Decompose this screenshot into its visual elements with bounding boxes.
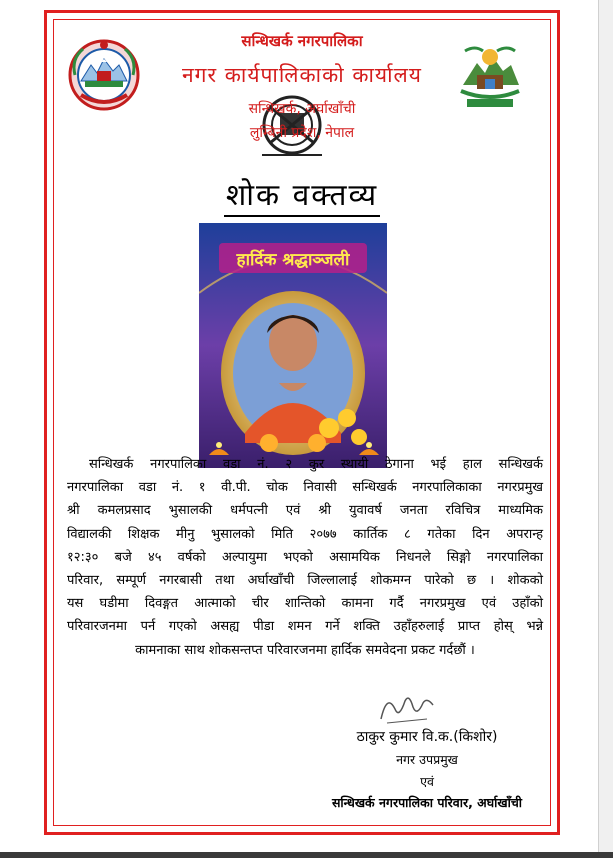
condolence-message [67, 453, 543, 662]
signatory-family: सन्धिखर्क नगरपालिका परिवार, अर्घाखाँची [331, 795, 522, 810]
window-scrollbar-edge [598, 0, 613, 858]
signatory-position: नगर उपप्रमुख [396, 752, 458, 767]
handwritten-signature [377, 689, 437, 729]
province-country: लुम्बिनी प्रदेश, नेपाल [249, 125, 355, 141]
message-line: १२:३० बजे ४५ वर्षको अल्पायुमा भएको असामयिक निधनले सिङ्गो नगरपालिका [67, 549, 543, 565]
banner-text: हार्दिक श्रद्धाञ्जली [236, 250, 350, 270]
office-name: नगर कार्यपालिकाको कार्यालय [182, 63, 422, 87]
document-title: शोक वक्तव्य [224, 173, 380, 217]
condolence-document [44, 10, 560, 835]
message-line: परिवार, सम्पूर्ण नगरबासी तथा अर्घाखाँची जिल्लालाई शोकमग्न पारेको छ । शोकको [67, 573, 543, 589]
signatory-name: ठाकुर कुमार वि.क.(किशोर) [356, 729, 498, 745]
municipality-name: सन्धिखर्क नगरपालिका [241, 32, 363, 50]
office-location: सन्धिखर्क, अर्घाखाँची [248, 101, 356, 117]
message-line: श्री कमलप्रसाद भुसालकी धर्मपत्नी एवं श्री युवावर्ष जनता रविचित्र माध्यमिक [67, 503, 543, 519]
title-wrapper [47, 173, 557, 217]
message-line: सन्धिखर्क नगरपालिका वडा नं. २ कुर स्थायी ठेगाना भई हाल सन्धिखर्क [89, 457, 543, 472]
tribute-photo [199, 223, 387, 468]
window-bottom-bar [0, 852, 613, 858]
message-line: नगरपालिका वडा नं. १ वी.पी. चोक निवासी सन्धिखर्क नगरपालिकाका नगरप्रमुख [67, 480, 543, 496]
message-line: परिवारजनमा पर्न गएको असह्य पीडा शमन गर्ने शक्ति उहाँहरुलाई प्राप्त होस् भन्ने [67, 619, 543, 635]
signatory-and: एवं [420, 774, 434, 789]
message-line: कामनाका साथ शोकसन्तप्त परिवारजनमा हार्दिक समवेदना प्रकट गर्दछौं । [135, 642, 475, 658]
message-line: विद्यालकी शिक्षक मीनु भुसालको मिति २०७७ कार्तिक ८ गतेका दिन अपरान्ह [67, 526, 543, 542]
message-line: यस घडीमा दिवङ्गत आत्माको चीर शान्तिको कामना गर्दै नगरप्रमुख एवं उहाँको [67, 596, 543, 612]
